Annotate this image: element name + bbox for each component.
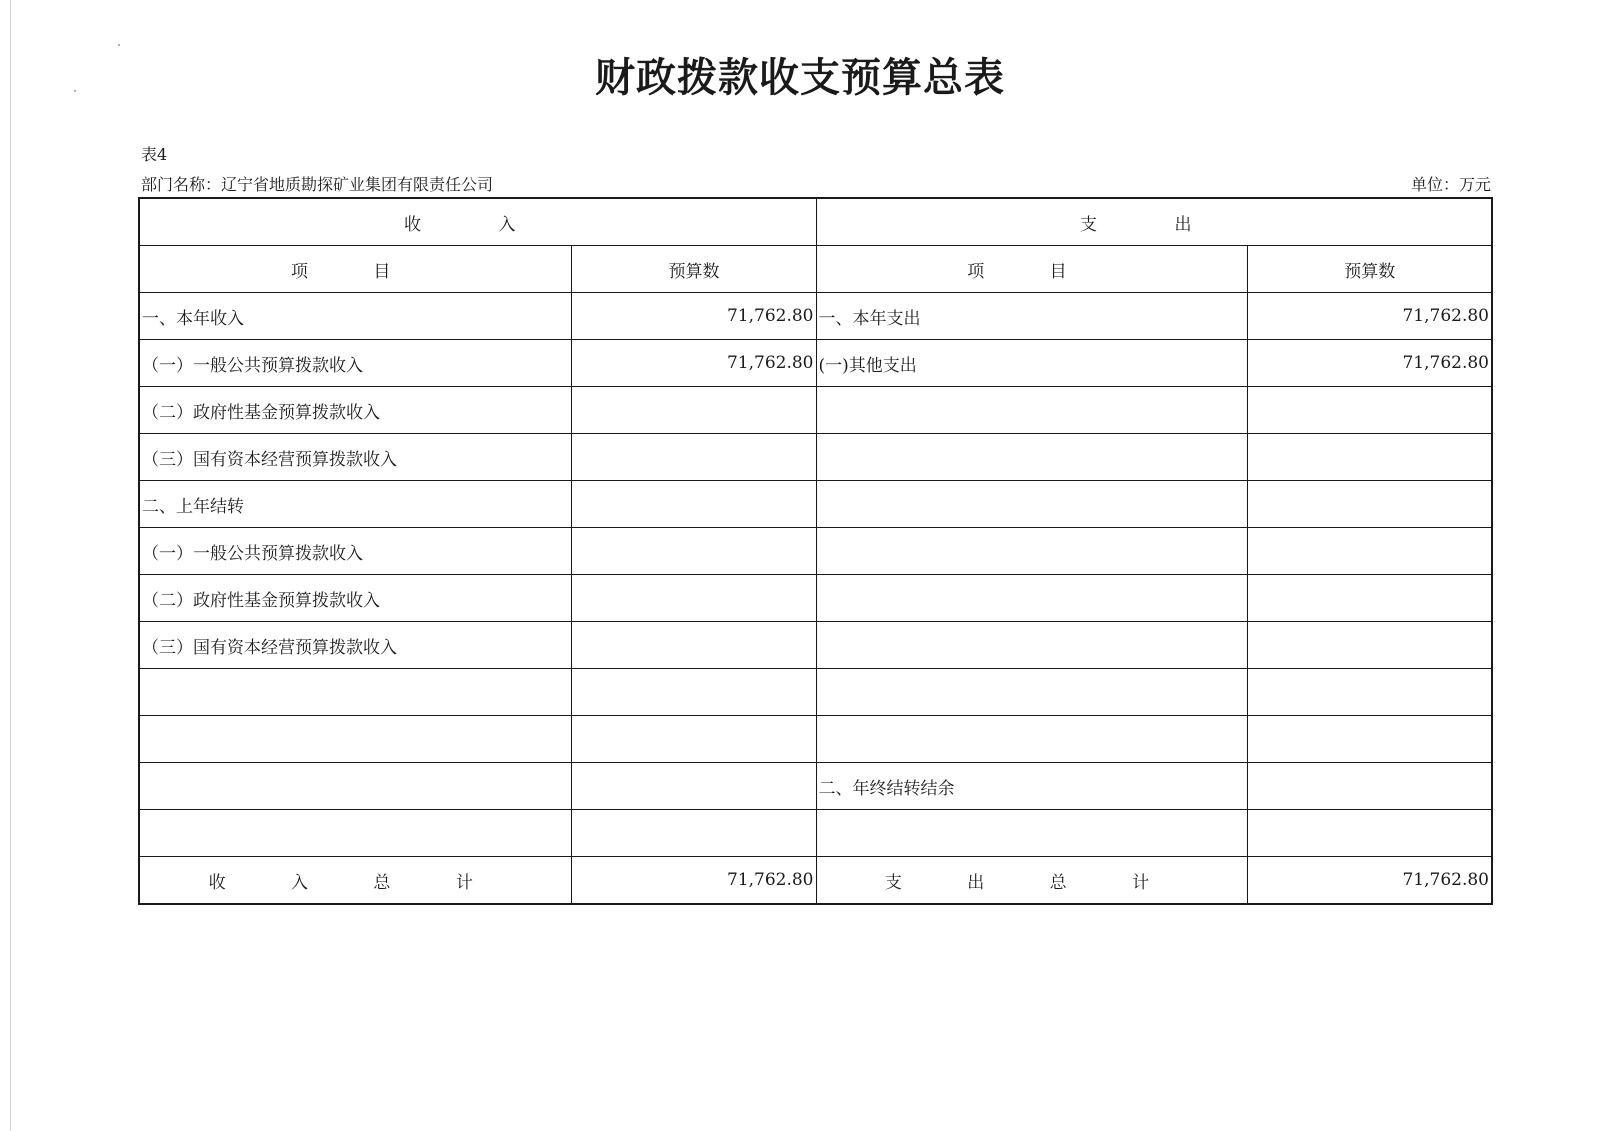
income-amount-cell	[572, 481, 816, 528]
table-row	[139, 810, 1492, 857]
expense-amount-cell	[1248, 434, 1492, 481]
expense-section-header: 支 出	[816, 198, 1492, 246]
income-amount-cell	[572, 622, 816, 669]
expense-item-cell	[816, 622, 1248, 669]
expense-item-cell	[816, 387, 1248, 434]
expense-amount-cell	[1248, 528, 1492, 575]
income-item-cell: （三）国有资本经营预算拨款收入	[139, 622, 572, 669]
expense-amount-cell	[1248, 387, 1492, 434]
expense-item-cell: (一)其他支出	[816, 340, 1248, 387]
expense-amount-cell	[1248, 716, 1492, 763]
expense-amount-cell	[1248, 481, 1492, 528]
expense-amount-cell: 71,762.80	[1248, 340, 1492, 387]
page-title: 财政拨款收支预算总表	[595, 55, 1005, 101]
income-item-header: 项 目	[139, 246, 572, 293]
income-item-cell: 一、本年收入	[139, 293, 572, 340]
income-item-cell: （一）一般公共预算拨款收入	[139, 528, 572, 575]
income-item-cell	[139, 763, 572, 810]
table-row	[139, 763, 1492, 810]
expense-amount-header: 预算数	[1248, 246, 1492, 293]
income-item-cell: （二）政府性基金预算拨款收入	[139, 387, 572, 434]
table-row	[139, 481, 1492, 528]
expense-amount-cell	[1248, 810, 1492, 857]
column-header-row	[139, 246, 1492, 293]
income-amount-cell	[572, 528, 816, 575]
table-row	[139, 293, 1492, 340]
income-item-cell	[139, 810, 572, 857]
income-amount-cell: 71,762.80	[572, 340, 816, 387]
expense-amount-cell	[1248, 763, 1492, 810]
income-amount-header: 预算数	[572, 246, 816, 293]
income-amount-cell	[572, 387, 816, 434]
expense-total-label: 支 出 总 计	[816, 857, 1248, 905]
income-total-label: 收 入 总 计	[139, 857, 572, 905]
table-row	[139, 340, 1492, 387]
department-name: 部门名称：辽宁省地质勘探矿业集团有限责任公司	[141, 175, 494, 194]
income-item-cell: 二、上年结转	[139, 481, 572, 528]
expense-item-header: 项 目	[816, 246, 1248, 293]
expense-item-cell: 一、本年支出	[816, 293, 1248, 340]
income-item-cell	[139, 716, 572, 763]
table-row	[139, 528, 1492, 575]
table-row	[139, 716, 1492, 763]
table-row	[139, 387, 1492, 434]
income-item-cell	[139, 669, 572, 716]
income-item-cell: （一）一般公共预算拨款收入	[139, 340, 572, 387]
unit-label: 单位：万元	[1410, 175, 1491, 194]
expense-amount-cell	[1248, 622, 1492, 669]
table-row	[139, 434, 1492, 481]
income-amount-cell	[572, 716, 816, 763]
expense-amount-cell: 71,762.80	[1248, 293, 1492, 340]
table-row	[139, 622, 1492, 669]
income-amount-cell	[572, 669, 816, 716]
expense-item-cell	[816, 434, 1248, 481]
income-amount-cell: 71,762.80	[572, 293, 816, 340]
income-total-amount: 71,762.80	[572, 857, 816, 905]
expense-item-cell	[816, 810, 1248, 857]
expense-item-cell: 二、年终结转结余	[816, 763, 1248, 810]
income-item-cell: （二）政府性基金预算拨款收入	[139, 575, 572, 622]
income-item-cell: （三）国有资本经营预算拨款收入	[139, 434, 572, 481]
expense-total-amount: 71,762.80	[1248, 857, 1492, 905]
table-number: 表4	[141, 145, 168, 164]
expense-item-cell	[816, 575, 1248, 622]
expense-item-cell	[816, 528, 1248, 575]
expense-amount-cell	[1248, 575, 1492, 622]
income-amount-cell	[572, 810, 816, 857]
income-section-header: 收 入	[139, 198, 816, 246]
expense-item-cell	[816, 481, 1248, 528]
table-row	[139, 669, 1492, 716]
totals-row	[139, 857, 1492, 905]
expense-item-cell	[816, 716, 1248, 763]
expense-amount-cell	[1248, 669, 1492, 716]
section-header-row	[139, 198, 1492, 246]
scan-edge-line	[10, 0, 11, 1131]
table-row	[139, 575, 1492, 622]
income-amount-cell	[572, 763, 816, 810]
income-amount-cell	[572, 434, 816, 481]
budget-summary-table	[138, 197, 1493, 905]
expense-item-cell	[816, 669, 1248, 716]
income-amount-cell	[572, 575, 816, 622]
